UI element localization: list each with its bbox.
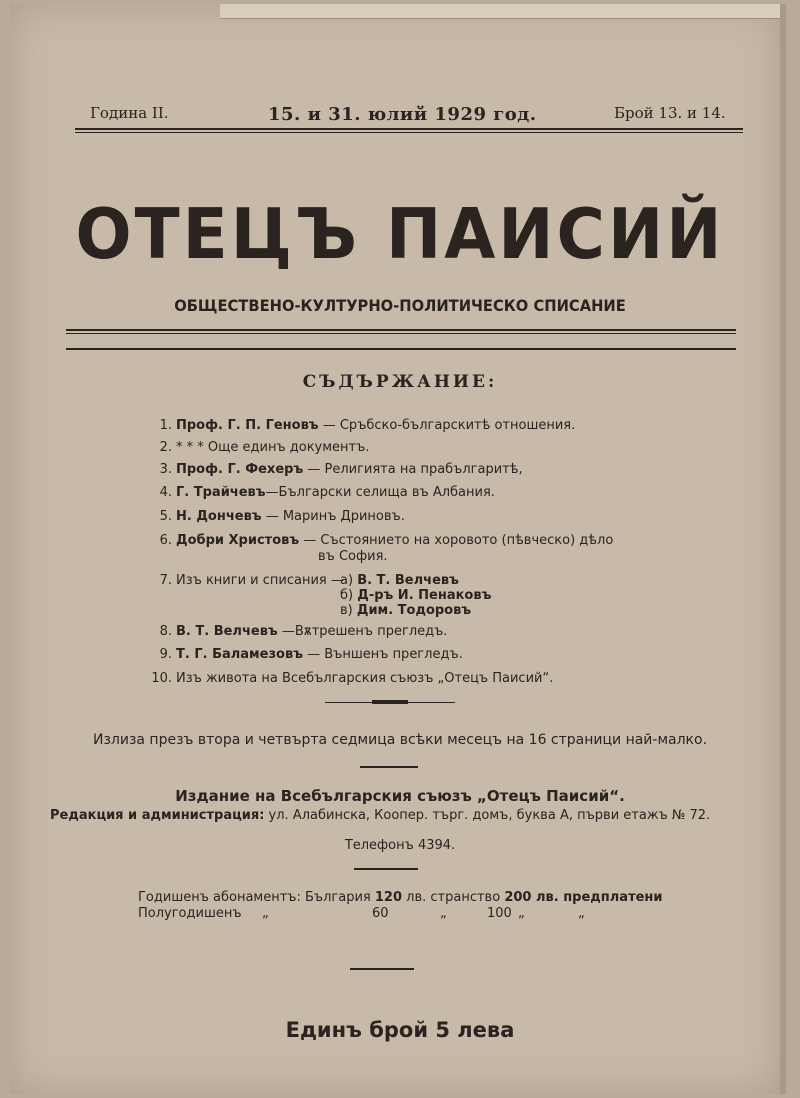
paper-page [10,4,786,1094]
toc-item: 5. Н. Дончевъ — Маринъ Дриновъ. [159,509,405,524]
issue-number: Брой 13. и 14. [614,104,726,122]
half-year-label: Полугодишенъ [138,906,242,921]
ditto-mark: „ [262,906,269,921]
masthead-rule-lower [66,348,736,350]
toc-author: * * * [176,440,204,455]
header-rule [75,128,743,130]
toc-item: 7. Изъ книги и списания — [159,573,344,588]
toc-author: Проф. Г. П. Геновъ [176,418,319,433]
toc-item: 6. Добри Христовъ — Състоянието на хоровото (пѣвческо) дѣло [159,533,614,548]
toc-title: — Външенъ прегледъ. [302,647,463,662]
masthead-rule-thin [66,333,736,334]
short-divider [360,766,418,768]
ditto-mark: „ [578,906,585,921]
toc-author: Н. Дончевъ [176,509,262,524]
toc-title: Още единъ документъ. [203,440,370,455]
editorial-address [50,808,710,823]
toc-title: Изъ живота на Всебългарския съюзъ „Отецъ Паисий“. [176,671,554,686]
header-rule-thin [75,132,743,133]
toc-subitem: в) Дим. Тодоровъ [340,603,472,618]
issue-price: Единъ брой 5 лева [285,1018,515,1042]
toc-title: — Маринъ Дриновъ. [261,509,405,524]
phone-number: Телефонъ 4394. [344,838,456,853]
toc-title: — Религията на прабългаритѣ, [303,462,523,477]
magazine-subtitle: ОБЩЕСТВЕНО-КУЛТУРНО-ПОЛИТИЧЕСКО СПИСАНИЕ [174,296,626,315]
publication-frequency: Излиза презъ втора и четвърта седмица всѣки месецъ на 16 страници най-малко. [92,732,708,748]
toc-item: 10. Изъ живота на Всебългарския съюзъ „Отецъ Паисий“. [151,671,554,686]
toc-item: 1. Проф. Г. П. Геновъ — Сръбско-българскитѣ отношения. [159,418,576,433]
torn-paper-edge [220,4,780,19]
half-year-bulgaria: 60 [372,906,389,921]
toc-author: Г. Трайчевъ [176,485,266,500]
toc-item: 2. * * * Още единъ документъ. [159,440,370,455]
toc-item: 9. Т. Г. Баламезовъ — Външенъ прегледъ. [159,647,463,662]
toc-author: В. Т. Велчевъ [176,624,278,639]
magazine-title: ОТЕЦЪ ПАИСИЙ [75,194,725,275]
publisher-line: Издание на Всебългарския съюзъ „Отецъ Паисий“. [175,787,625,805]
toc-subitem: а) В. Т. Велчевъ [340,573,459,588]
toc-title: Изъ книги и списания — [176,573,344,588]
year-label: Година II. [90,104,169,122]
editorial-label: Редакция и администрация: [50,808,265,823]
masthead-rule [66,329,736,331]
toc-item: 4. Г. Трайчевъ—Български селища въ Албания. [159,485,495,500]
toc-title-continued: въ София. [318,549,388,564]
half-year-abroad: 100 [487,906,512,921]
toc-item: 3. Проф. Г. Фехеръ — Религията на прабългаритѣ, [159,462,523,477]
ditto-mark: „ [518,906,525,921]
ornament-divider-center [372,700,408,704]
toc-title: — Сръбско-българскитѣ отношения. [318,418,576,433]
issue-date: 15. и 31. юлий 1929 год. [268,104,537,125]
toc-author: Добри Христовъ [176,533,300,548]
short-divider [350,968,414,970]
annual-subscription: Годишенъ абонаментъ: България 120 лв. странство 200 лв. предплатени [138,890,663,905]
toc-subitem: б) Д-ръ И. Пенаковъ [340,588,492,603]
toc-author: Т. Г. Баламезовъ [176,647,303,662]
ditto-mark: „ [440,906,447,921]
short-divider [354,868,418,870]
toc-title: — Състоянието на хоровото (пѣвческо) дѣло [299,533,614,548]
toc-title: —Вѫтрешенъ прегледъ. [277,624,448,639]
toc-item: 8. В. Т. Велчевъ —Вѫтрешенъ прегледъ. [159,624,448,639]
toc-title: —Български селища въ Албания. [265,485,495,500]
toc-author: Проф. Г. Фехеръ [176,462,304,477]
contents-heading: СЪДЪРЖАНИЕ: [302,372,498,392]
address-text: ул. Алабинска, Коопер. търг. домъ, буква А, първи етажъ № 72. [264,808,711,823]
